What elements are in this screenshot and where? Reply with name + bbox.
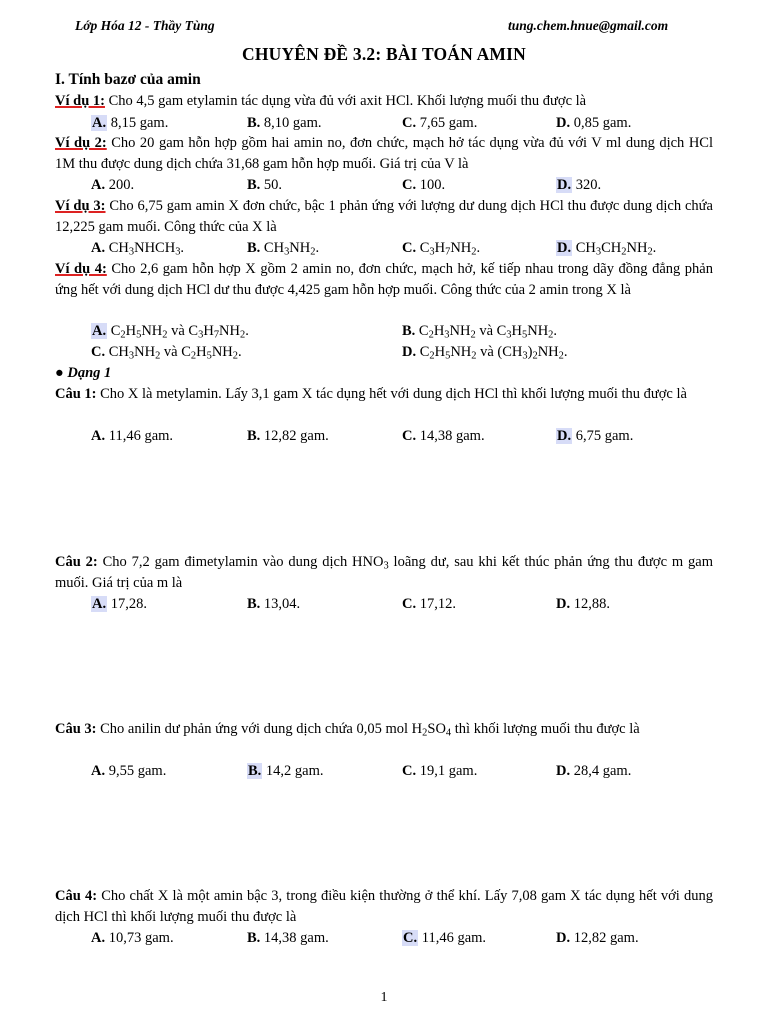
option-a[interactable]: A. 11,46 gam.: [91, 428, 174, 444]
section-heading: I. Tính bazơ của amin: [55, 71, 201, 88]
example-label: Ví dụ 2:: [55, 135, 107, 151]
option-b[interactable]: B. 12,82 gam.: [247, 428, 329, 444]
option-d[interactable]: D. 12,82 gam.: [556, 930, 639, 946]
example-text: Cho 2,6 gam hỗn hợp X gồm 2 amin no, đơn chức, mạch hở, kế tiếp nhau trong dãy đồng đẳng phản ứng hết với dung dịch HCl dư thu được 4,425 gam hỗn hợp muối. Công thức của 2 amin trong X là: [55, 261, 713, 298]
option-c[interactable]: C. 17,12.: [402, 596, 456, 612]
option-d[interactable]: D. $C_2H_5NH_2$ và $(CH_3)_2NH_2$.: [402, 344, 568, 362]
option-d[interactable]: D. 0,85 gam.: [556, 115, 632, 131]
option-c[interactable]: C. 14,38 gam.: [402, 428, 485, 444]
example-2-options: [0, 175, 768, 196]
question-label: Câu 4:: [55, 888, 98, 904]
example-4-options-row-1: [0, 321, 768, 342]
option-b[interactable]: B. $C_2H_3NH_2$ và $C_3H_5NH_2$.: [402, 323, 558, 341]
option-b[interactable]: B. 14,2 gam.: [248, 763, 324, 779]
example-text: Cho 6,75 gam amin X đơn chức, bậc 1 phản ứng với lượng dư dung dịch HCl thu được dung dịch chứa 12,225 gam muối. Công thức của X là: [55, 198, 713, 235]
option-d[interactable]: D. 12,88.: [556, 596, 610, 612]
question-2: [55, 552, 713, 594]
question-4: [55, 886, 713, 928]
question-2-options: [0, 594, 768, 615]
question-text: Cho X là metylamin. Lấy 3,1 gam X tác dụng hết với dung dịch HCl thì khối lượng muối thu được là: [100, 386, 687, 402]
option-c[interactable]: C. $CH_3NH_2$ và $C_2H_5NH_2$.: [91, 344, 242, 362]
example-label: Ví dụ 3:: [55, 198, 106, 214]
question-text: Cho 7,2 gam đimetylamin vào dung dịch $HNO_3$ loãng dư, sau khi kết thúc phản ứng thu được m gam muối. Giá trị của m là: [55, 554, 713, 591]
option-c[interactable]: C. 19,1 gam.: [402, 763, 478, 779]
option-b[interactable]: B. 50.: [247, 177, 283, 193]
option-b[interactable]: B. 14,38 gam.: [247, 930, 329, 946]
option-a[interactable]: A. $C_2H_5NH_2$ và $C_3H_7NH_2$.: [92, 323, 249, 341]
example-3-options: [0, 238, 768, 259]
question-1-options: [0, 426, 768, 447]
example-1: [55, 91, 713, 112]
option-d[interactable]: D. 320.: [557, 177, 602, 193]
example-text: Cho 20 gam hỗn hợp gồm hai amin no, đơn chức, mạch hở tác dụng vừa đủ với V ml dung dịch HCl 1M thu được dung dịch chứa 31,68 gam hỗn hợp muối. Giá trị của V là: [55, 135, 713, 172]
example-2: [55, 133, 713, 175]
page-number: 1: [380, 990, 388, 1005]
example-1-options: [0, 113, 768, 134]
question-label: Câu 3:: [55, 721, 97, 737]
option-a[interactable]: A. 17,28.: [92, 596, 147, 612]
example-text: Cho 4,5 gam etylamin tác dụng vừa đủ với axit HCl. Khối lượng muối thu được là: [108, 93, 587, 109]
option-d[interactable]: D. 6,75 gam.: [557, 428, 634, 444]
option-c[interactable]: C. 11,46 gam.: [403, 930, 487, 946]
option-c[interactable]: C. $C_3H_7NH_2$.: [402, 240, 481, 258]
example-4: [55, 259, 713, 301]
option-a[interactable]: A. 200.: [91, 177, 135, 193]
question-text: Cho chất X là một amin bậc 3, trong điều kiện thường ở thể khí. Lấy 7,08 gam X tác dụng hết với dung dịch HCl thì khối lượng muối thu được là: [55, 888, 713, 925]
option-a[interactable]: A. 9,55 gam.: [91, 763, 167, 779]
question-text: Cho anilin dư phản ứng với dung dịch chứa 0,05 mol $H_2SO_4$ thì khối lượng muối thu được là: [100, 721, 640, 739]
option-b[interactable]: B. 8,10 gam.: [247, 115, 322, 131]
option-a[interactable]: A. 10,73 gam.: [91, 930, 174, 946]
question-3: [55, 719, 713, 740]
page-title: CHUYÊN ĐỀ 3.2: BÀI TOÁN AMIN: [241, 44, 526, 64]
option-d[interactable]: D. $CH_3CH_2NH_2$.: [557, 240, 657, 258]
example-label: Ví dụ 4:: [55, 261, 107, 277]
question-4-options: [0, 928, 768, 949]
header-course: Lớp Hóa 12 - Thầy Tùng: [75, 18, 215, 33]
question-3-options: [0, 761, 768, 782]
example-label: Ví dụ 1:: [55, 93, 105, 109]
option-b[interactable]: B. 13,04.: [247, 596, 301, 612]
option-b[interactable]: B. $CH_3NH_2$.: [247, 240, 320, 258]
option-a[interactable]: A. 8,15 gam.: [92, 115, 169, 131]
question-label: Câu 1:: [55, 386, 97, 402]
option-d[interactable]: D. 28,4 gam.: [556, 763, 632, 779]
option-c[interactable]: C. 7,65 gam.: [402, 115, 478, 131]
question-label: Câu 2:: [55, 554, 98, 570]
example-3: [55, 196, 713, 238]
question-1: [55, 384, 713, 405]
option-a[interactable]: A. $CH_3NHCH_3$.: [91, 240, 185, 258]
option-c[interactable]: C. 100.: [402, 177, 446, 193]
subsection-heading: ● Dạng 1: [55, 365, 112, 381]
header-email: tung.chem.hnue@gmail.com: [508, 18, 669, 33]
example-4-options-row-2: [0, 342, 768, 363]
